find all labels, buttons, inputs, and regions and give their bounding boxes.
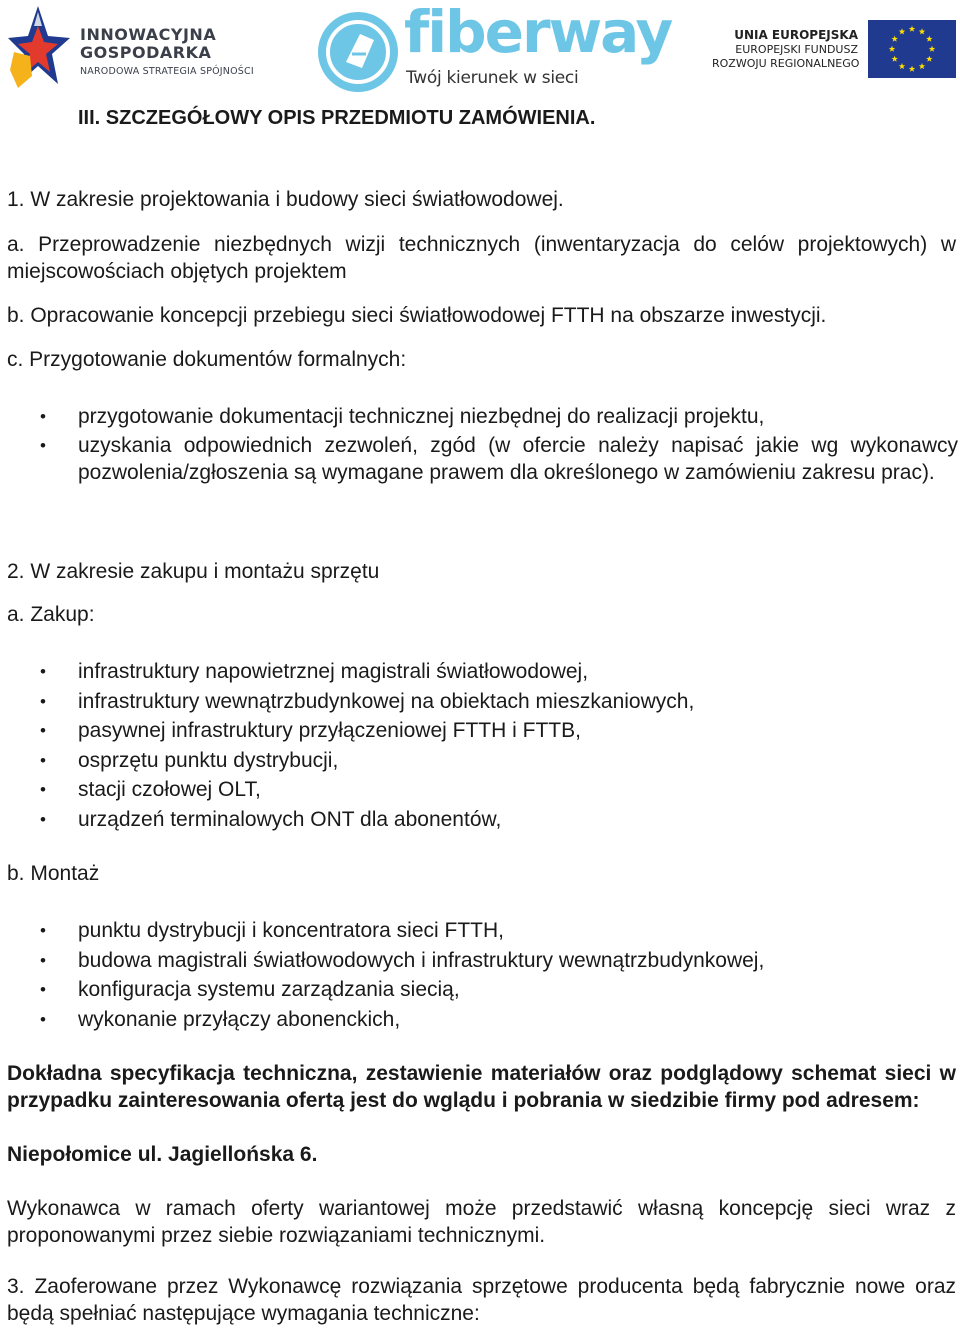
list-item-text: wykonanie przyłączy abonenckich, xyxy=(78,1007,401,1031)
list-item xyxy=(8,975,958,1005)
list-item-text: budowa magistrali światłowodowych i infrastruktury wewnątrzbudynkowej, xyxy=(78,948,765,972)
ig-text-block xyxy=(80,26,254,77)
paragraph-2a: a. Zakup: xyxy=(7,603,95,626)
list-item xyxy=(8,687,958,717)
paragraph-2: 2. W zakresie zakupu i montażu sprzętu xyxy=(7,560,380,583)
list-formal-documents xyxy=(8,402,958,487)
innowacyjna-gospodarka-logo xyxy=(8,6,254,92)
fiberway-mark-icon xyxy=(316,10,400,94)
bullet-glyph: • xyxy=(40,921,46,940)
list-item xyxy=(8,946,958,976)
paragraph-1a: a. Przeprowadzenie niezbędnych wizji technicznych (inwentaryzacja do celów projektowych) w miejscowościach objętych projektem xyxy=(7,233,956,283)
list-item-text: osprzętu punktu dystrybucji, xyxy=(78,748,339,772)
ig-line2: GOSPODARKA xyxy=(80,43,212,62)
bullet-glyph: • xyxy=(40,407,46,426)
ig-line3: NARODOWA STRATEGIA SPÓJNOŚCI xyxy=(80,66,254,77)
paragraph-3: 3. Zaoferowane przez Wykonawcę rozwiązania sprzętowe producenta będą fabrycznie nowe oraz będą spełniać następujące wymagania techniczne: xyxy=(7,1275,956,1325)
variant-offer-paragraph: Wykonawca w ramach oferty wariantowej może przedstawić własną koncepcję sieci wraz z proponowanymi przez siebie rozwiązaniami technicznymi. xyxy=(7,1197,956,1247)
list-item xyxy=(8,775,958,805)
fiberway-logo xyxy=(316,0,672,94)
bullet-glyph: • xyxy=(40,662,46,681)
list-item-text: konfiguracja systemu zarządzania siecią, xyxy=(78,978,460,1001)
bullet-glyph: • xyxy=(40,1009,46,1029)
eu-text-block xyxy=(712,28,858,71)
bullet-glyph: • xyxy=(40,691,46,711)
list-item xyxy=(8,746,958,776)
specification-paragraph: Dokładna specyfikacja techniczna, zestawienie materiałów oraz podglądowy schemat sieci w przypadku zainteresowania ofertą jest do wglądu i pobrania w siedzibie firmy pod adresem: xyxy=(7,1062,956,1112)
list-item xyxy=(8,716,958,746)
paragraph-1c: c. Przygotowanie dokumentów formalnych: xyxy=(7,348,407,371)
list-installation xyxy=(8,916,958,1034)
eu-logo xyxy=(712,20,956,80)
eu-flag-icon xyxy=(868,20,956,78)
paragraph-1: 1. W zakresie projektowania i budowy sieci światłowodowej. xyxy=(7,188,564,211)
fiberway-wordmark: fiberway xyxy=(404,0,672,66)
ig-star-icon xyxy=(8,6,70,92)
bullet-glyph: • xyxy=(40,435,46,455)
list-item xyxy=(8,432,958,487)
bullet-glyph: • xyxy=(40,809,46,829)
list-item xyxy=(8,916,958,946)
bullet-glyph: • xyxy=(40,780,46,799)
list-purchase xyxy=(8,657,958,834)
list-item-text: stacji czołowej OLT, xyxy=(78,778,261,801)
eu-line1: UNIA EUROPEJSKA xyxy=(734,28,858,42)
address-line: Niepołomice ul. Jagiellońska 6. xyxy=(7,1143,318,1166)
list-item xyxy=(8,402,958,432)
list-item-text: pasywnej infrastruktury przyłączeniowej FTTH i FTTB, xyxy=(78,719,581,742)
list-item xyxy=(8,805,958,835)
list-item xyxy=(8,657,958,687)
bullet-glyph: • xyxy=(40,721,46,740)
list-item-text: punktu dystrybucji i koncentratora sieci FTTH, xyxy=(78,919,504,942)
list-item-text: infrastruktury wewnątrzbudynkowej na obiektach mieszkaniowych, xyxy=(78,689,695,713)
bullet-glyph: • xyxy=(40,950,46,970)
eu-line2: EUROPEJSKI FUNDUSZ xyxy=(735,43,858,56)
list-item-text: infrastruktury napowietrznej magistrali światłowodowej, xyxy=(78,660,589,683)
list-item-text: przygotowanie dokumentacji technicznej niezbędnej do realizacji projektu, xyxy=(78,405,765,428)
list-item-text: urządzeń terminalowych ONT dla abonentów, xyxy=(78,807,502,831)
eu-line3: ROZWOJU REGIONALNEGO xyxy=(712,57,860,70)
section-title: III. SZCZEGÓŁOWY OPIS PRZEDMIOTU ZAMÓWIENIA. xyxy=(78,107,596,129)
paragraph-1b: b. Opracowanie koncepcji przebiegu sieci światłowodowej FTTH na obszarze inwestycji. xyxy=(7,304,827,327)
paragraph-2b: b. Montaż xyxy=(7,862,100,885)
bullet-glyph: • xyxy=(40,980,46,999)
ig-line1: INNOWACYJNA xyxy=(80,25,217,44)
list-item-text: uzyskania odpowiednich zezwoleń, zgód (w ofercie należy napisać jakie wg wykonawcy pozwolenia/zgłoszenia są wymagane prawem dla określonego w zamówieniu zakresu prac). xyxy=(78,433,958,484)
bullet-glyph: • xyxy=(40,750,46,770)
fiberway-tagline: Twój kierunek w sieci xyxy=(406,68,579,88)
list-item xyxy=(8,1005,958,1035)
